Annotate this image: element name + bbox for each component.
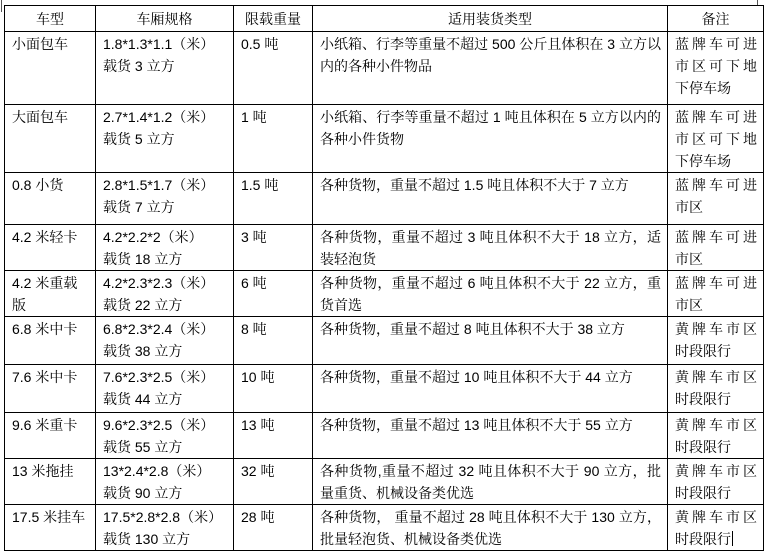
- vehicle-type-cell: 0.8 小货: [5, 173, 96, 225]
- cargo-type-cell: 小纸箱、行李等重量不超过 1 吨且体积在 5 立方以内的各种小件货物: [313, 105, 668, 173]
- spec-dimensions: 7.6*2.3*2.5（米）: [103, 369, 215, 385]
- cargo-type-cell: 各种货物,重量不超过 32 吨且体积不大于 90 立方，批量重货、机械设备类优选: [313, 459, 668, 505]
- spec-dimensions: 2.7*1.4*1.2（米）: [103, 109, 215, 125]
- note-cell: [668, 32, 764, 105]
- spec-load-volume: 载货 18 立方: [103, 251, 183, 267]
- text-cursor: [732, 531, 733, 546]
- note-text: 黄牌车市区时段限行: [675, 369, 757, 407]
- load-limit-cell: 32 吨: [234, 459, 313, 505]
- cargo-type-cell: 各种货物，重量不超过 8 吨且体积不大于 38 立方: [313, 317, 668, 365]
- spec-cell: [96, 173, 234, 225]
- vehicle-type-cell: 9.6 米重卡: [5, 413, 96, 459]
- spec-load-volume: 载货 130 立方: [103, 531, 191, 547]
- vehicle-type-cell: 大面包车: [5, 105, 96, 173]
- vehicle-type-cell: 13 米拖挂: [5, 459, 96, 505]
- note-text: 蓝牌车可进市区: [675, 229, 757, 267]
- table-row: [5, 505, 764, 551]
- load-limit-cell: 28 吨: [234, 505, 313, 551]
- note-text: 蓝牌车可进市区可下地下停车场: [675, 109, 757, 169]
- vehicle-type-cell: 6.8 米中卡: [5, 317, 96, 365]
- spec-dimensions: 17.5*2.8*2.8（米）: [103, 509, 223, 525]
- note-cell: [668, 505, 764, 551]
- note-text: 蓝牌车可进市区: [675, 177, 757, 215]
- note-text: 蓝牌车可进市区: [675, 275, 757, 313]
- load-limit-cell: 6 吨: [234, 271, 313, 317]
- table-row: [5, 271, 764, 317]
- load-limit-cell: 1 吨: [234, 105, 313, 173]
- load-limit-cell: 3 吨: [234, 225, 313, 271]
- spec-load-volume: 载货 7 立方: [103, 199, 175, 215]
- spec-cell: [96, 365, 234, 413]
- column-header: 备注: [668, 6, 764, 32]
- spec-cell: [96, 413, 234, 459]
- note-cell: [668, 173, 764, 225]
- note-cell: [668, 317, 764, 365]
- table-row: [5, 365, 764, 413]
- spec-cell: [96, 225, 234, 271]
- note-text: 蓝牌车可进市区可下地下停车场: [675, 36, 757, 96]
- note-cell: [668, 413, 764, 459]
- spec-load-volume: 载货 5 立方: [103, 131, 175, 147]
- vehicle-type-cell: 4.2 米重载版: [5, 271, 96, 317]
- column-header: 限载重量: [234, 6, 313, 32]
- spec-dimensions: 4.2*2.3*2.3（米）: [103, 275, 215, 291]
- table-row: [5, 105, 764, 173]
- note-text: 黄牌车市区时段限行: [675, 463, 757, 501]
- spec-cell: [96, 271, 234, 317]
- vehicle-type-cell: 17.5 米挂车: [5, 505, 96, 551]
- spec-load-volume: 载货 38 立方: [103, 343, 183, 359]
- load-limit-cell: 8 吨: [234, 317, 313, 365]
- cargo-type-cell: 各种货物，重量不超过 13 吨且体积不大于 55 立方: [313, 413, 668, 459]
- note-cell: [668, 105, 764, 173]
- load-limit-cell: 13 吨: [234, 413, 313, 459]
- vehicle-type-cell: 小面包车: [5, 32, 96, 105]
- spec-load-volume: 载货 44 立方: [103, 391, 183, 407]
- spec-cell: [96, 459, 234, 505]
- cargo-type-cell: 各种货物，重量不超过 3 吨且体积不大于 18 立方，适装轻泡货: [313, 225, 668, 271]
- note-cell: [668, 459, 764, 505]
- cargo-type-cell: 各种货物，重量不超过 1.5 吨且体积不大于 7 立方: [313, 173, 668, 225]
- spec-cell: [96, 505, 234, 551]
- spec-dimensions: 2.8*1.5*1.7（米）: [103, 177, 215, 193]
- spec-dimensions: 9.6*2.3*2.5（米）: [103, 417, 215, 433]
- spec-load-volume: 载货 55 立方: [103, 439, 183, 455]
- table-row: [5, 173, 764, 225]
- spec-cell: [96, 105, 234, 173]
- column-header: 车厢规格: [96, 6, 234, 32]
- note-cell: [668, 365, 764, 413]
- table-row: [5, 317, 764, 365]
- table-row: [5, 413, 764, 459]
- note-text: 黄牌车市区时段限行: [675, 321, 757, 359]
- spec-cell: [96, 32, 234, 105]
- spec-load-volume: 载货 3 立方: [103, 58, 175, 74]
- load-limit-cell: 1.5 吨: [234, 173, 313, 225]
- spec-dimensions: 13*2.4*2.8（米）: [103, 463, 211, 479]
- vehicle-type-cell: 7.6 米中卡: [5, 365, 96, 413]
- note-cell: [668, 225, 764, 271]
- cargo-type-cell: 小纸箱、行李等重量不超过 500 公斤且体积在 3 立方以内的各种小件物品: [313, 32, 668, 105]
- load-limit-cell: 10 吨: [234, 365, 313, 413]
- vehicle-type-cell: 4.2 米轻卡: [5, 225, 96, 271]
- note-text: 黄牌车市区时段限行: [675, 417, 757, 455]
- cargo-type-cell: 各种货物， 重量不超过 28 吨且体积不大于 130 立方，批量轻泡货、机械设备类优选: [313, 505, 668, 551]
- vehicle-spec-table: [4, 5, 764, 551]
- cargo-type-cell: 各种货物，重量不超过 10 吨且体积不大于 44 立方: [313, 365, 668, 413]
- cargo-type-cell: 各种货物，重量不超过 6 吨且体积不大于 22 立方，重货首选: [313, 271, 668, 317]
- column-header: 适用装货类型: [313, 6, 668, 32]
- load-limit-cell: 0.5 吨: [234, 32, 313, 105]
- table-row: [5, 459, 764, 505]
- spec-load-volume: 载货 90 立方: [103, 485, 183, 501]
- spec-dimensions: 1.8*1.3*1.1（米）: [103, 36, 215, 52]
- spec-dimensions: 4.2*2.2*2（米）: [103, 229, 203, 245]
- spec-dimensions: 6.8*2.3*2.4（米）: [103, 321, 215, 337]
- spec-load-volume: 载货 22 立方: [103, 297, 183, 313]
- note-cell: [668, 271, 764, 317]
- table-row: [5, 32, 764, 105]
- table-header-row: [5, 6, 764, 32]
- note-text: 黄牌车市区时段限行: [675, 509, 757, 547]
- column-header: 车型: [5, 6, 96, 32]
- table-body: [5, 32, 764, 551]
- spec-cell: [96, 317, 234, 365]
- page-margin-mark-left: [1, 0, 2, 12]
- table-row: [5, 225, 764, 271]
